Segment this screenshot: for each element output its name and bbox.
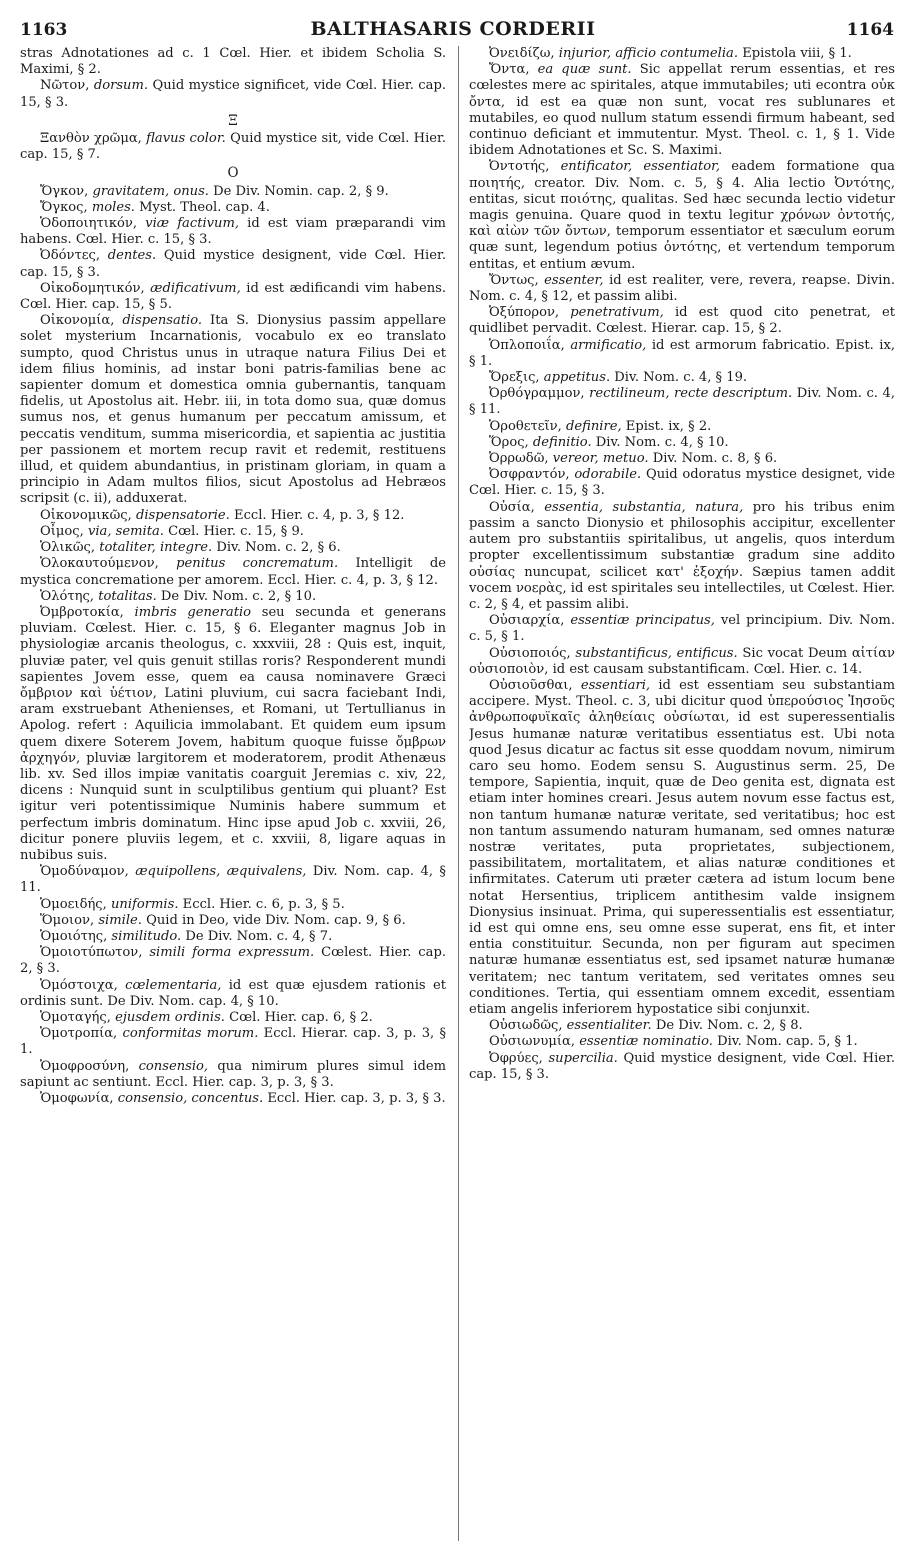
glossary-entry: [469, 435, 895, 451]
entry-text: id est ædificandi vim habens. Cœl. Hier. cap. 15, § 5.: [20, 280, 446, 313]
section-letter: Ξ: [228, 112, 238, 129]
entry-gloss: ædificativum,: [150, 280, 241, 296]
entry-text: Myst. Theol. cap. 4.: [139, 199, 270, 215]
glossary-entry: [469, 62, 895, 159]
entry-headword: Οἰκοδομητικόν,: [40, 280, 145, 296]
glossary-entry: [469, 419, 895, 435]
entry-gloss: ejusdem ordinis.: [115, 1009, 225, 1025]
entry-gloss: essentiæ nominatio.: [579, 1034, 713, 1050]
entry-headword: Ὁλοκαυτούμενον,: [40, 556, 159, 572]
entry-headword: Ὄντως,: [489, 272, 539, 288]
glossary-entry: [20, 1091, 446, 1107]
entry-headword: Οὐσιοποιός,: [489, 645, 571, 661]
glossary-entry: [469, 500, 895, 613]
entry-text: id est armorum fabricatio. Epist. ix, § 1.: [469, 337, 895, 369]
entry-headword: Ὁμοιοτύπωτον,: [40, 945, 143, 961]
glossary-entry: [20, 1026, 446, 1058]
entry-headword: Οἰκονομία,: [40, 313, 115, 329]
entry-gloss: consensio, concentus.: [117, 1091, 264, 1106]
entry-gloss: essentia, substantia, natura,: [544, 499, 744, 515]
glossary-entry: [20, 978, 446, 1010]
entry-headword: Ὁμόστοιχα,: [40, 977, 118, 993]
entry-gloss: appetitus.: [543, 370, 611, 386]
entry-headword: Ὀρθόγραμμον,: [489, 386, 585, 402]
glossary-entry: [469, 273, 895, 305]
entry-text: Cœl. Hier. cap. 6, § 2.: [229, 1009, 373, 1025]
entry-text: Sic appellat rerum essentias, et res cœlestes mere ac spiritales, atque immutabiles; uti econtra οὐκ ὄντα, id est ea quæ non sunt, vocat res sublunares et mutabiles, eo quod nullum statum essendi firmum habeant, sed continuo deficiant et immutentur. Myst. Theol. c. 1, § 1. Vide ibidem Adnotationes et Sc. S. Maximi.: [469, 62, 895, 159]
entry-headword: Ὅμοιον,: [40, 912, 95, 928]
entry-text: Eccl. Hier. c. 4, p. 3, § 12.: [234, 507, 405, 523]
glossary-entry: [20, 524, 446, 540]
entry-headword: Ὄρεξις,: [489, 370, 540, 386]
entry-text: id est quod cito penetrat, et quidlibet pervadit. Cœlest. Hierar. cap. 15, § 2.: [469, 305, 895, 337]
entry-gloss: rectilineum, recte descriptum.: [589, 386, 793, 402]
entry-text: Eccl. Hier. cap. 3, p. 3, § 3.: [267, 1091, 446, 1106]
entry-headword: Ὅρος,: [489, 434, 529, 450]
entry-gloss: consensio,: [138, 1058, 209, 1074]
glossary-entry: [20, 78, 446, 110]
left-column: [20, 46, 446, 1546]
entry-text: Quid mystice designent, vide Cœl. Hier. cap. 15, § 3.: [20, 248, 446, 280]
glossary-entry: [469, 338, 895, 370]
entry-gloss: definitio.: [532, 434, 592, 450]
entry-text: Div. Nom. c. 8, § 6.: [652, 451, 778, 467]
entry-headword: Ὀμβροτοκία,: [40, 604, 124, 620]
entry-headword: Ὀφρύες,: [489, 1050, 543, 1066]
entry-gloss: flavus color.: [146, 131, 226, 147]
entry-gloss: vereor, metuo.: [552, 451, 649, 467]
entry-text: Div. Nom. c. 2, § 6.: [216, 540, 341, 556]
entry-text: De Div. Nom. c. 2, § 8.: [655, 1018, 803, 1034]
glossary-entry: [20, 508, 446, 524]
glossary-entry: [20, 913, 446, 929]
entry-headword: Ὁμοδύναμον,: [40, 864, 129, 880]
entry-text: stras Adnotationes ad c. 1 Cœl. Hier. et ibidem Scholia S. Maximi, § 2.: [20, 46, 446, 78]
running-title: BALTHASARIS CORDERII: [310, 18, 596, 40]
entry-headword: Ὀσφραντόν,: [489, 467, 570, 483]
entry-text: Eccl. Hierar. cap. 3, p. 3, § 1.: [20, 1026, 446, 1058]
glossary-entry: [20, 605, 446, 864]
entry-text: De Div. Nom. c. 4, § 7.: [185, 928, 333, 944]
entry-headword: Οὐσιωνυμία,: [489, 1034, 576, 1050]
entry-text: Eccl. Hier. c. 6, p. 3, § 5.: [182, 896, 345, 912]
right-column: [469, 46, 895, 1546]
column-divider: [458, 46, 459, 1541]
entry-gloss: moles.: [91, 199, 135, 215]
entry-headword: Ὁμοφωνία,: [40, 1091, 114, 1106]
entry-gloss: injurior, afficio contumelia.: [558, 46, 739, 61]
entry-gloss: essenter,: [544, 272, 604, 288]
entry-text: Div. Nom. c. 4, § 11.: [469, 386, 895, 418]
entry-headword: Ὁδοποιητικόν,: [40, 216, 138, 232]
entry-text: eadem formatione qua ποιητής, creator. Div. Nom. c. 5, § 4. Alia lectio Ὀντότης, entitas, sicut ποιότης, qualitas. Sed hæc secunda lectio videtur magis genuina. Quare quod in textu legitur χρόνων ὀντοτής, καὶ αἰὼν τῶν ὄντων, temporum essentiator et sæculum eorum quæ sunt, legendum potius ὀντότης, et vertendum temporum entitas, et entium ævum.: [469, 159, 895, 272]
glossary-entry: [20, 589, 446, 605]
running-header: [0, 0, 906, 46]
section-letter: O: [227, 165, 239, 182]
entry-gloss: entificator, essentiator,: [560, 159, 721, 175]
glossary-entry: [20, 248, 446, 280]
glossary-entry: [469, 46, 895, 62]
glossary-entry: [20, 945, 446, 977]
entry-gloss: substantificus, entificus.: [575, 645, 738, 661]
entry-headword: Ὁμοειδής,: [40, 896, 107, 912]
entry-gloss: penitus concrematum.: [176, 556, 339, 572]
entry-gloss: essentiæ principatus,: [570, 613, 715, 629]
entry-headword: Οἰκονομικῶς,: [40, 507, 132, 523]
glossary-entry: [20, 46, 446, 78]
entry-gloss: ea quæ sunt.: [537, 62, 632, 78]
glossary-entry: [469, 678, 895, 1018]
entry-headword: Οὐσιωδῶς,: [489, 1018, 563, 1034]
entry-gloss: dentes.: [107, 248, 157, 264]
entry-gloss: simili forma expressum.: [149, 945, 315, 961]
entry-headword: Ὄγκος,: [40, 199, 88, 215]
glossary-entry: [469, 613, 895, 645]
entry-headword: Ὀνειδίζω,: [489, 46, 555, 61]
entry-text: qua nimirum plures simul idem sapiunt ac sentiunt. Eccl. Hier. cap. 3, p. 3, § 3.: [20, 1058, 446, 1090]
entry-headword: Ὁμοτροπία,: [40, 1026, 118, 1042]
entry-gloss: æquipollens, æquivalens,: [135, 864, 307, 880]
entry-text: Sic vocat Deum αἰτίαν οὐσιοποιὸν, id est causam substantificam. Cœl. Hier. c. 14.: [469, 645, 895, 677]
glossary-entry: [20, 313, 446, 507]
entry-text: seu secunda et generans pluviam. Cœlest. Hier. c. 15, § 6. Eleganter magnus Job in physiologiæ arcanis theologus, c. xxxviii, 28 : Quis est, inquit, pluviæ pater, vel quis genuit stillas roris? Responderent mundi sapientes Jovem esse, quem ea causa nominavere Græci ὄμβριον καὶ ὑέτιον, Latini pluvium, cui sacra faciebant Indi, aram exstruebant Athenienses, et Romani, ut Tertullianus in Apolog. refert : Aquilicia immolabant. Et quidem eum ipsum quem dixere Soterem Jovem, habitum quoque fuisse ὄμβρων ἀρχηγόν, pluviæ largitorem et moderatorem, prodit Athenæus lib. xv. Sed illos impiæ vanitatis coarguit Jeremias c. xiv, 22, dicens : Nunquid sunt in sculptilibus gentium qui pluant? Est igitur veri potentissimique Numinis habere summum et perfectum imbris dominatum. Hinc ipse apud Job c. xxviii, 26, dicitur ponere pluviis legem, et c. xxviii, 8, ligare aquas in nubibus suis.: [20, 604, 446, 863]
entry-gloss: gravitatem, onus.: [92, 183, 209, 199]
entry-headword: Ὁμοφροσύνη,: [40, 1058, 130, 1074]
glossary-entry: [20, 281, 446, 313]
entry-text: Ita S. Dionysius passim appellare solet mysterium Incarnationis, vocabulo ex eo translato sumpto, quod Christus unus in utraque natura Filius Dei et idem filius hominis, ad instar boni patris-familias bene ac sapienter domum et domestica omnia gubernantis, tanquam fidelis, ut Apostolus ait. Hebr. iii, in tota domo sua, quæ domus sumus nos, et genus humanum per peccatum amissum, et peccatis venditum, summa misericordia, et sapientia ac justitia per passionem et mortem recup ravit et redemit, restituens illud, et quidem abundantius, in pristinam gloriam, in quam a principio in Adam multos filios, sicut Apostolus ad Hebræos scripsit (c. ii), adduxerat.: [20, 313, 446, 507]
glossary-entry: [469, 370, 895, 386]
glossary-entry: [469, 646, 895, 678]
glossary-entry: [469, 386, 895, 418]
entry-gloss: imbris generatio: [134, 604, 252, 620]
entry-headword: Ὁπλοποιΐα,: [489, 337, 565, 353]
entry-text: Div. Nom. c. 4, § 19.: [614, 370, 748, 386]
glossary-entry: [20, 184, 446, 200]
entry-headword: Ὄγκον,: [40, 183, 89, 199]
entry-gloss: dispensatio.: [122, 313, 203, 329]
entry-headword: Οὐσιαρχία,: [489, 613, 565, 629]
glossary-entry: [20, 556, 446, 588]
glossary-entry: [469, 1018, 895, 1034]
glossary-entry: [20, 864, 446, 896]
entry-headword: Ὁροθετεῖν,: [489, 418, 562, 434]
entry-text: Epistola viii, § 1.: [742, 46, 852, 61]
entry-gloss: viæ factivum,: [145, 216, 240, 232]
entry-text: Epist. ix, § 2.: [625, 418, 712, 434]
glossary-entry: [469, 159, 895, 272]
glossary-entry: [469, 1034, 895, 1050]
glossary-entry: [20, 1059, 446, 1091]
entry-text: Div. Nom. cap. 5, § 1.: [717, 1034, 858, 1050]
entry-gloss: essentialiter.: [566, 1018, 652, 1034]
entry-text: Quid in Deo, vide Div. Nom. cap. 9, § 6.: [146, 912, 406, 928]
entry-headword: Οὐσιοῦσθαι,: [489, 677, 573, 693]
entry-text: Intelligit de mystica concrematione per amorem. Eccl. Hier. c. 4, p. 3, § 12.: [20, 556, 446, 588]
entry-gloss: uniformis.: [110, 896, 179, 912]
entry-text: Div. Nom. cap. 4, § 11.: [20, 864, 446, 896]
entry-gloss: supercilia.: [548, 1050, 618, 1066]
entry-headword: Ὄντα,: [489, 62, 530, 78]
entry-gloss: cœlementaria,: [125, 977, 222, 993]
entry-gloss: simile.: [98, 912, 142, 928]
entry-headword: Ὀξύπορον,: [489, 305, 560, 321]
glossary-entry: [469, 1051, 895, 1083]
glossary-entry: [469, 451, 895, 467]
entry-text: Quid mystice significet, vide Cœl. Hier. cap. 15, § 3.: [20, 78, 446, 110]
entry-text: id est viam præparandi vim habens. Cœl. Hier. c. 15, § 3.: [20, 216, 446, 248]
entry-gloss: essentiari,: [580, 677, 651, 693]
entry-text: id est quæ ejusdem rationis et ordinis sunt. De Div. Nom. cap. 4, § 10.: [20, 977, 446, 1009]
glossary-entry: [20, 131, 446, 163]
entry-headword: Οἶμος,: [40, 523, 84, 539]
entry-headword: Ὀντοτής,: [489, 159, 550, 175]
entry-headword: Οὐσία,: [489, 499, 535, 515]
page-number-left: 1163: [20, 20, 68, 40]
page-number-right: 1164: [846, 20, 894, 40]
entry-headword: Ὁμοιότης,: [40, 928, 108, 944]
glossary-entry: [20, 216, 446, 248]
glossary-entry: [20, 929, 446, 945]
glossary-entry: [20, 200, 446, 216]
glossary-entry: [469, 467, 895, 499]
entry-gloss: totaliter, integre.: [99, 540, 213, 556]
entry-text: Quid odoratus mystice designet, vide Cœl. Hier. c. 15, § 3.: [469, 467, 895, 499]
entry-text: De Div. Nomin. cap. 2, § 9.: [213, 183, 389, 199]
entry-text: De Div. Nom. c. 2, § 10.: [160, 588, 317, 604]
glossary-entry: [469, 305, 895, 337]
entry-text: id est essentiam seu substantiam accipere. Myst. Theol. c. 3, ubi dicitur quod ὑπερούσιος Ἰησοῦς ἀνθρωποφυϊκαῖς ἀληθείαις οὐσίωται, id est superessentialis Jesus humanæ naturæ veritatibus essentiatus est. Ubi nota quod Jesus dicatur ac factus sit esse quoddam novum, nimirum caro seu homo. Eodem sensu S. Augustinus serm. 25, De tempore, Sapientia, inquit, quæ de Deo genita est, dignata est etiam inter homines creari. Jesus autem novum esse factus est, non tantum humanæ naturæ veritate, sed veritatibus; hoc est non tantum assumendo naturam humanam, sed omnes naturæ nostræ veritates, puta proprietates, subjectionem, passibilitatem, mortalitatem, et alias naturæ conditiones et infirmitates. Caterum uti præter cætera ad istum locum bene notat Hersentius, triplicem antithesim valde insignem Dionysius insinuat. Prima, qui superessentialis est essentiatur, id est qui omne ens, seu omne esse superat, ens fit, et inter entia constituitur. Secunda, non per figuram aut specimen naturæ humanæ essentiatus est, sed ipsamet naturæ humanæ veritatem; nec tantum veritatem, sed veritates omnes seu conditiones. Tertia, qui essentiam omnem excedit, essentiam etiam angelis inferiorem hypostatice sibi conjunxit.: [469, 677, 895, 1017]
entry-text: Quid mystice designent, vide Cœl. Hier. cap. 15, § 3.: [469, 1050, 895, 1082]
entry-text: Cœlest. Hier. cap. 2, § 3.: [20, 945, 446, 977]
entry-text: Quid mystice sit, vide Cœl. Hier. cap. 15, § 7.: [20, 131, 446, 163]
glossary-entry: [20, 897, 446, 913]
entry-gloss: similitudo.: [111, 928, 182, 944]
entry-headword: Ὁμοταγής,: [40, 1009, 111, 1025]
entry-gloss: conformitas morum.: [122, 1026, 259, 1042]
entry-gloss: armificatio,: [570, 337, 647, 353]
glossary-entry: [20, 1010, 446, 1026]
glossary-entry: [20, 540, 446, 556]
entry-gloss: definire,: [565, 418, 622, 434]
entry-gloss: dorsum.: [93, 78, 149, 94]
entry-headword: Ὁλότης,: [40, 588, 95, 604]
entry-text: pro his tribus enim passim a sancto Dionysio et philosophis accipitur, excellenter autem pro substantiis spiritalibus, ut angelis, quos interdum propter excellentissimum substantiæ gradum sine addito οὐσίας nuncupat, scilicet κατ' ἐξοχήν. Sæpius tamen addit vocem νοερὰς, id est spiritales seu intellectiles, ut Cœlest. Hier. c. 2, § 4, et passim alibi.: [469, 499, 895, 612]
entry-gloss: via, semita.: [87, 523, 164, 539]
entry-headword: Νῶτον,: [40, 78, 90, 94]
entry-gloss: penetrativum,: [570, 305, 664, 321]
entry-headword: Ὁλικῶς,: [40, 540, 96, 556]
entry-headword: Ξανθὸν χρῶμα,: [40, 131, 142, 147]
entry-gloss: odorabile.: [574, 467, 642, 483]
entry-text: id est realiter, vere, revera, reapse. Divin. Nom. c. 4, § 12, et passim alibi.: [469, 272, 895, 305]
entry-gloss: totalitas.: [98, 588, 157, 604]
entry-headword: Ὀδόντες,: [40, 248, 100, 264]
entry-text: vel principium. Div. Nom. c. 5, § 1.: [469, 613, 895, 645]
entry-headword: Ὀρρωδῶ,: [489, 451, 549, 467]
entry-text: Cœl. Hier. c. 15, § 9.: [168, 523, 304, 539]
entry-gloss: dispensatorie.: [135, 507, 230, 523]
entry-text: Div. Nom. c. 4, § 10.: [595, 434, 729, 450]
